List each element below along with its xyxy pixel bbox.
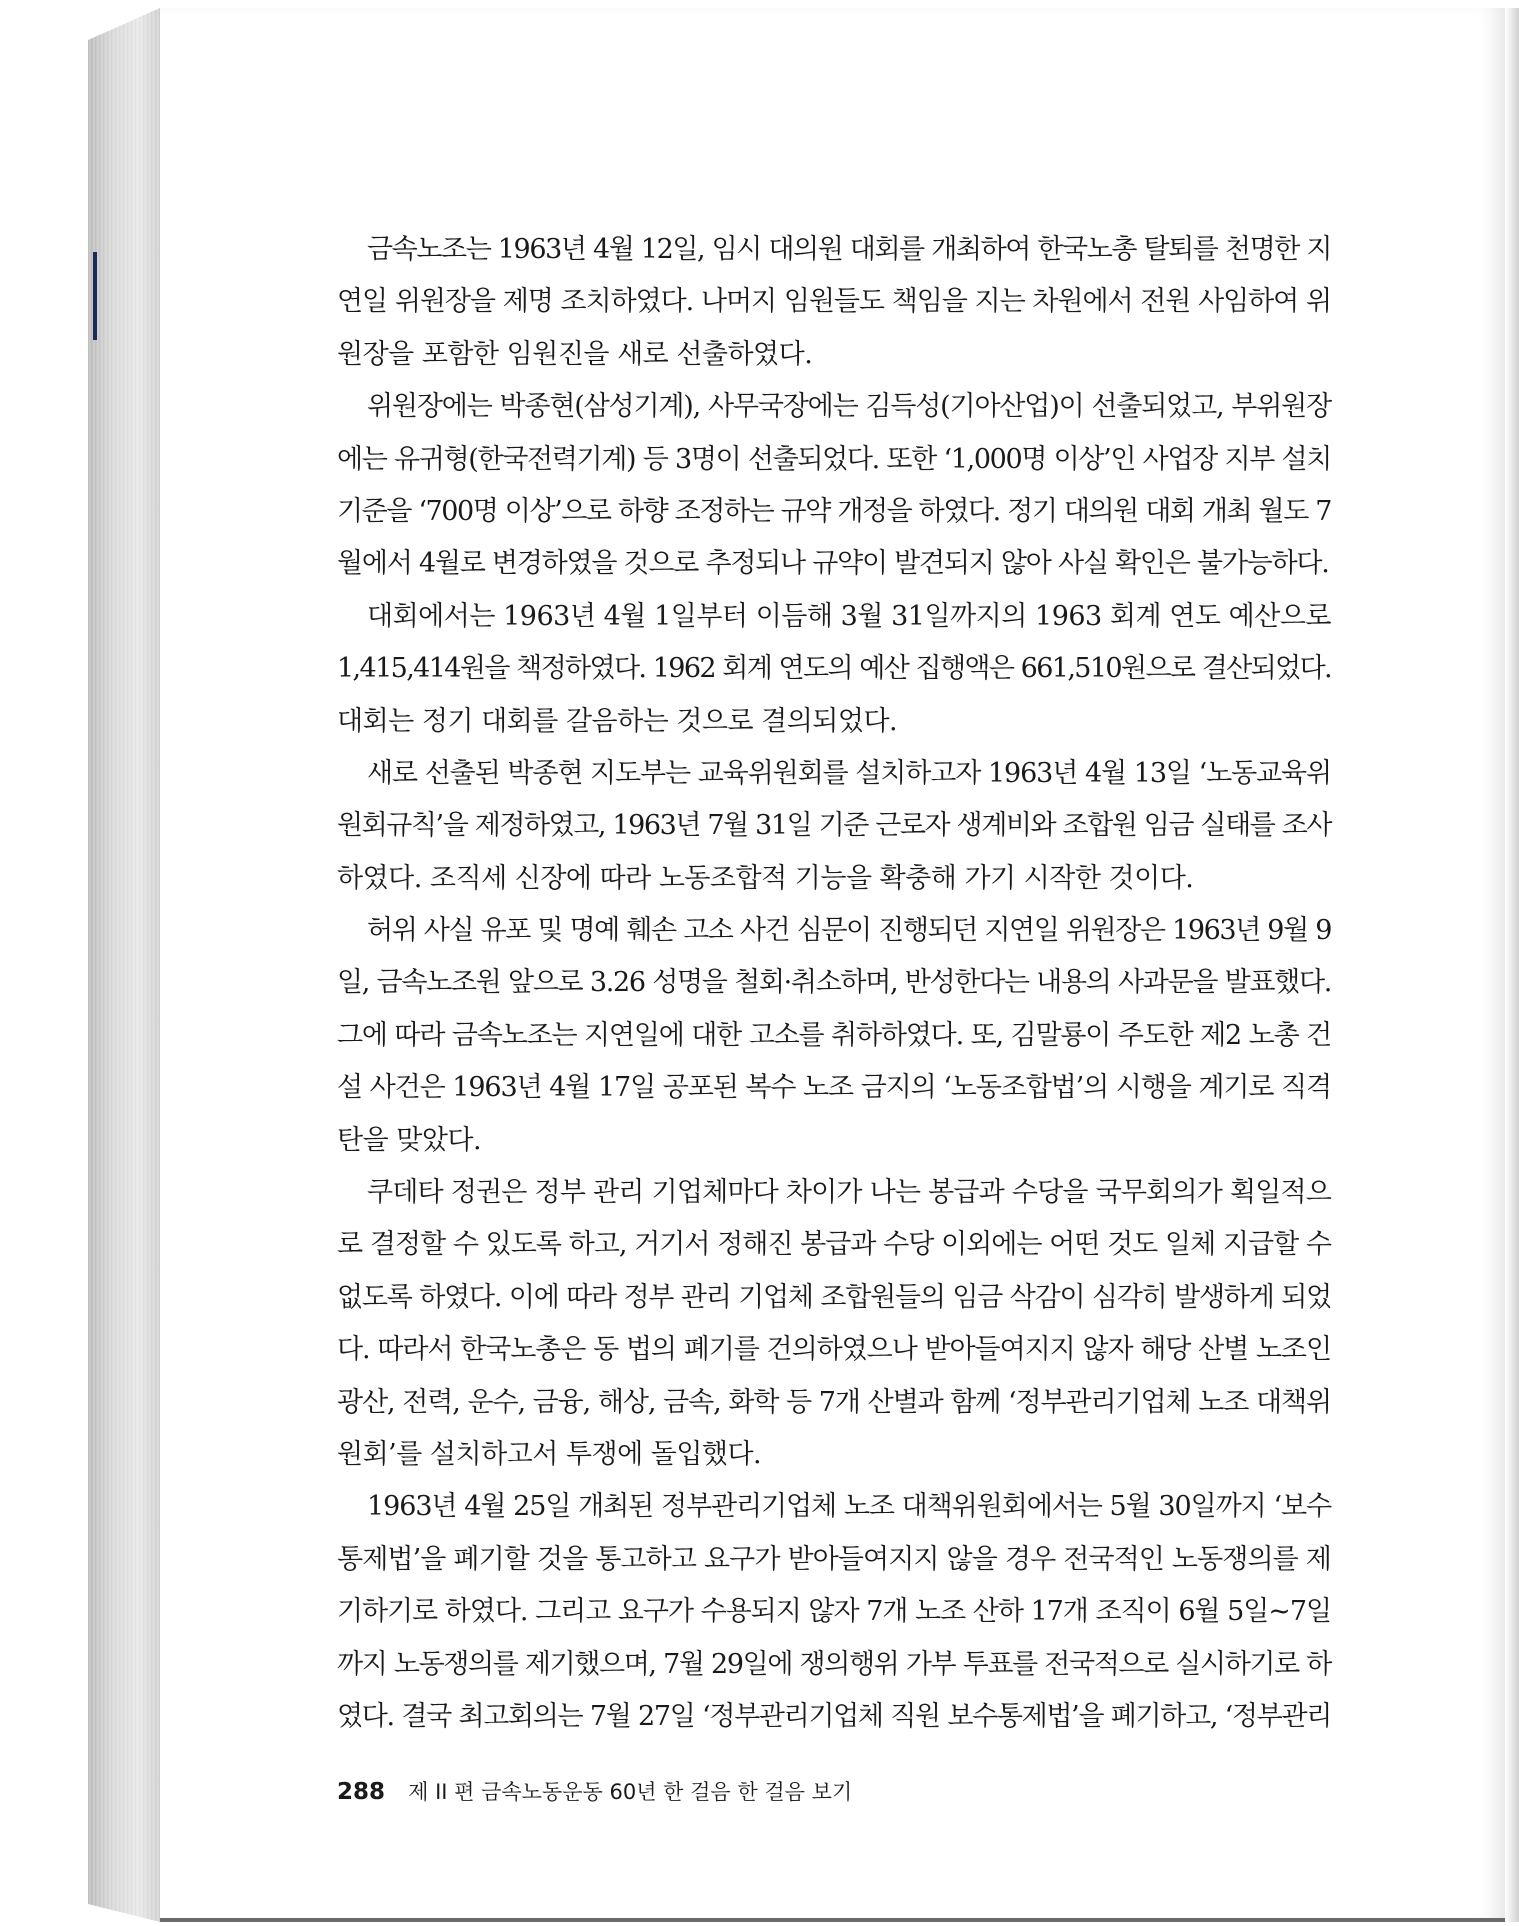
page-bottom-edge	[160, 1918, 1505, 1922]
page-number: 288	[337, 1779, 386, 1805]
paragraph	[337, 224, 1331, 381]
text-line: 였다. 결국 최고회의는 7월 27일 ‘정부관리기업체 직원 보수통제법’을 폐기하고, ‘정부관리	[337, 1700, 1331, 1732]
text-line: 광산, 전력, 운수, 금융, 해상, 금속, 화학 등 7개 산별과 함께 ‘정부관리기업체 노조 대책위	[337, 1386, 1331, 1418]
bookmark-ribbon	[93, 252, 97, 340]
paragraph	[337, 1481, 1331, 1743]
text-line: 1,415,414원을 책정하였다. 1962 회계 연도의 예산 집행액은 661,510원으로 결산되었다.	[337, 653, 1331, 685]
text-line: 원회’를 설치하고서 투쟁에 돌입했다.	[337, 1438, 762, 1470]
text-line: 없도록 하였다. 이에 따라 정부 관리 기업체 조합원들의 임금 삭감이 심각히 발생하게 되었	[337, 1281, 1331, 1313]
text-line: 하였다. 조직세 신장에 따라 노동조합적 기능을 확충해 가기 시작한 것이다.	[337, 862, 1194, 894]
text-line: 까지 노동쟁의를 제기했으며, 7월 29일에 쟁의행위 가부 투표를 전국적으로 실시하기로 하	[337, 1648, 1331, 1680]
body-text	[337, 224, 1331, 1743]
text-line: 에는 유귀형(한국전력기계) 등 3명이 선출되었다. 또한 ‘1,000명 이상’인 사업장 지부 설치	[337, 443, 1331, 475]
text-line: 연일 위원장을 제명 조치하였다. 나머지 임원들도 책임을 지는 차원에서 전원 사임하여 위	[337, 286, 1331, 318]
paragraph	[337, 905, 1331, 1167]
page-edge-shadow	[1505, 8, 1519, 1922]
text-line: 기하기로 하였다. 그리고 요구가 수용되지 않자 7개 노조 산하 17개 조직이 6월 5일~7일	[337, 1596, 1331, 1628]
text-line: 대회에서는 1963년 4월 1일부터 이듬해 3월 31일까지의 1963 회계 연도 예산으로	[367, 600, 1331, 632]
text-line: 로 결정할 수 있도록 하고, 거기서 정해진 봉급과 수당 이외에는 어떤 것도 일체 지급할 수	[337, 1229, 1331, 1261]
running-head: 제 II 편 금속노동운동 60년 한 걸음 한 걸음 보기	[408, 1780, 853, 1804]
text-line: 1963년 4월 25일 개최된 정부관리기업체 노조 대책위원회에서는 5월 30일까지 ‘보수	[367, 1491, 1331, 1523]
text-line: 탄을 맞았다.	[337, 1124, 482, 1156]
text-line: 일, 금속노조원 앞으로 3.26 성명을 철회·취소하며, 반성한다는 내용의 사과문을 발표했다.	[337, 967, 1331, 999]
text-line: 허위 사실 유포 및 명예 훼손 고소 사건 심문이 진행되던 지연일 위원장은 1963년 9월 9	[367, 915, 1331, 947]
text-line: 그에 따라 금속노조는 지연일에 대한 고소를 취하하였다. 또, 김말룡이 주도한 제2 노총 건	[337, 1019, 1331, 1051]
text-line: 원회규칙’을 제정하였고, 1963년 7월 31일 기준 근로자 생계비와 조합원 임금 실태를 조사	[337, 810, 1331, 842]
text-line: 새로 선출된 박종현 지도부는 교육위원회를 설치하고자 1963년 4월 13일 ‘노동교육위	[367, 757, 1331, 789]
text-line: 쿠데타 정권은 정부 관리 기업체마다 차이가 나는 봉급과 수당을 국무회의가 획일적으	[367, 1177, 1331, 1209]
page-footer	[337, 1776, 852, 1806]
text-line: 다. 따라서 한국노총은 동 법의 폐기를 건의하였으나 받아들여지지 않자 해당 산별 노조인	[337, 1334, 1331, 1366]
text-line: 원장을 포함한 임원진을 새로 선출하였다.	[337, 338, 813, 370]
book-spine	[88, 8, 160, 1922]
paragraph	[337, 748, 1331, 905]
paragraph	[337, 1167, 1331, 1481]
paragraph	[337, 381, 1331, 591]
text-line: 위원장에는 박종현(삼성기계), 사무국장에는 김득성(기아산업)이 선출되었고, 부위원장	[367, 391, 1331, 423]
text-line: 대회는 정기 대회를 갈음하는 것으로 결의되었다.	[337, 705, 898, 737]
text-line: 월에서 4월로 변경하였을 것으로 추정되나 규약이 발견되지 않아 사실 확인은 불가능하다.	[337, 548, 1329, 580]
text-line: 기준을 ‘700명 이상’으로 하향 조정하는 규약 개정을 하였다. 정기 대의원 대회 개최 월도 7	[337, 495, 1331, 527]
text-line: 금속노조는 1963년 4월 12일, 임시 대의원 대회를 개최하여 한국노총 탈퇴를 천명한 지	[367, 234, 1331, 265]
text-line: 설 사건은 1963년 4월 17일 공포된 복수 노조 금지의 ‘노동조합법’의 시행을 계기로 직격	[337, 1072, 1331, 1104]
text-line: 통제법’을 폐기할 것을 통고하고 요구가 받아들여지지 않을 경우 전국적인 노동쟁의를 제	[337, 1543, 1331, 1575]
paragraph	[337, 591, 1331, 748]
